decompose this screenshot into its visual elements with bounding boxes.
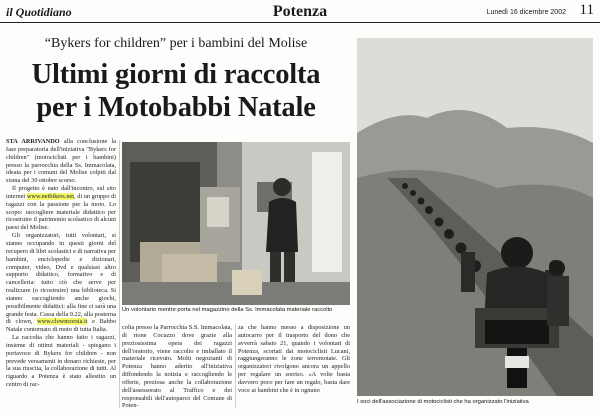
photo-motorcyclists-caption: I soci dell'associazione di motociclisti che ha organizzato l'iniziativa (357, 399, 529, 405)
paragraph-text: La raccolta che hanno fatto i ragazzi, insieme di ottimi materiali - spiegano i portavoce di Bykers for children - non prevede versamenti in denaro richieste, per la sua riuscita, la collaborazione di tutti. Al riguardo a Potenza è stato allestito un centro di rac- (6, 334, 116, 389)
paragraph-text: , di un gruppo di ragazzi con la passione per la moto. Lo scopo: raccogliere materiale didattico per ricostruire il patrimonio scolastico di alcuni paesi del Molise. (6, 192, 116, 232)
photo-motorcyclists-image (357, 38, 593, 396)
headline-line-2: per i Motobabbi Natale (36, 92, 316, 123)
photo-volunteer-caption: Un volontario mentre porta nel magazzino della Ss. Immacolata materiale raccolto (122, 307, 333, 313)
paragraph (6, 334, 116, 389)
paragraph-text: e Babbo Natale contornato di moto di tutta Italia. (6, 318, 116, 334)
lead-caps: STA ARRIVANDO (6, 138, 60, 145)
photo-volunteer-image (122, 142, 350, 305)
paragraph (6, 185, 116, 232)
column-divider (119, 140, 120, 408)
link-clowncorsia[interactable]: www.clowncorsia.it (37, 318, 88, 326)
paragraph: za che hanno messo a disposizione un autocarro per il trasporto del dono che avverrà sabato 21, quando i volontari di Potenza, scortati dai motociclisti Lucani, raggiungeranno le zone terremotate. Gli organizzatori rivolgono ancora un appello per regalare un sorriso. «A volte basta davvero poco per fare un regalo, basta dare voce ai bambini che è in ognuno (238, 324, 350, 394)
article-column-1 (6, 138, 116, 408)
masthead (0, 0, 600, 23)
paragraph (6, 232, 116, 334)
column-divider (235, 324, 236, 408)
paragraph-text: Il progetto è nato dall'incontro, sul sito internet (6, 185, 116, 200)
section-title: Potenza (272, 3, 328, 20)
article-column-3 (238, 324, 350, 410)
paragraph (6, 138, 116, 185)
link-netbikers[interactable]: www.netbikers.net (26, 192, 75, 200)
paragraph: colta presso la Parrocchia S.S. Immacolata, di rione Cocuzzo dove grazie alla preziosissima opera dei ragazzi dell'oratorio, viene raccolto e imballato il materiale ricevuto. Molti negozianti di Potenza hanno aderito all'iniziativa diffondendo la notizia e raccogliendo le offerte, preziosa anche la collaborazione dell'assessorato al Traffico e dei responsabili dell'autoparco del Comune di Poten- (122, 324, 232, 410)
photo-motorcyclists (357, 38, 593, 396)
article-kicker: “Bykers for children” per i bambini del Molise (44, 36, 308, 51)
article-column-2 (122, 324, 232, 410)
publication-name: il Quotidiano (6, 5, 72, 19)
headline-line-1: Ultimi giorni di raccolta (31, 59, 321, 90)
paragraph-text: alla conclusione la fase preparatoria dell'iniziativa "Bykers for children" (motociclisti per i bambini) presso la parrocchia della Ss. Immacolata, ideata per i comuni del Molise colpiti dal sisma del 30 ottobre scorso. (6, 138, 116, 185)
issue-date: Lunedì 16 dicembre 2002 (486, 9, 566, 16)
paragraph-text: Gli organizzatori, tutti volontari, si stanno occupando in questi giorni del recupero di libri scolastici e di narrativa per bambini, enciclopedie e dizionari, computer, video, Dvd e qualsiasi altro supporto didattico, formativo e di cancelleria: tutto ciò che serve per realizzare (o ricostruire) una biblioteca. Si stanno raccogliendo anche giochi, possibilmente didattici: alla fine ci sarà una grande festa. Cassa della 9.22, alla posterna di clown, (6, 232, 116, 326)
photo-volunteer (122, 142, 350, 305)
page-number: 11 (579, 2, 594, 18)
article-headline (0, 58, 352, 124)
